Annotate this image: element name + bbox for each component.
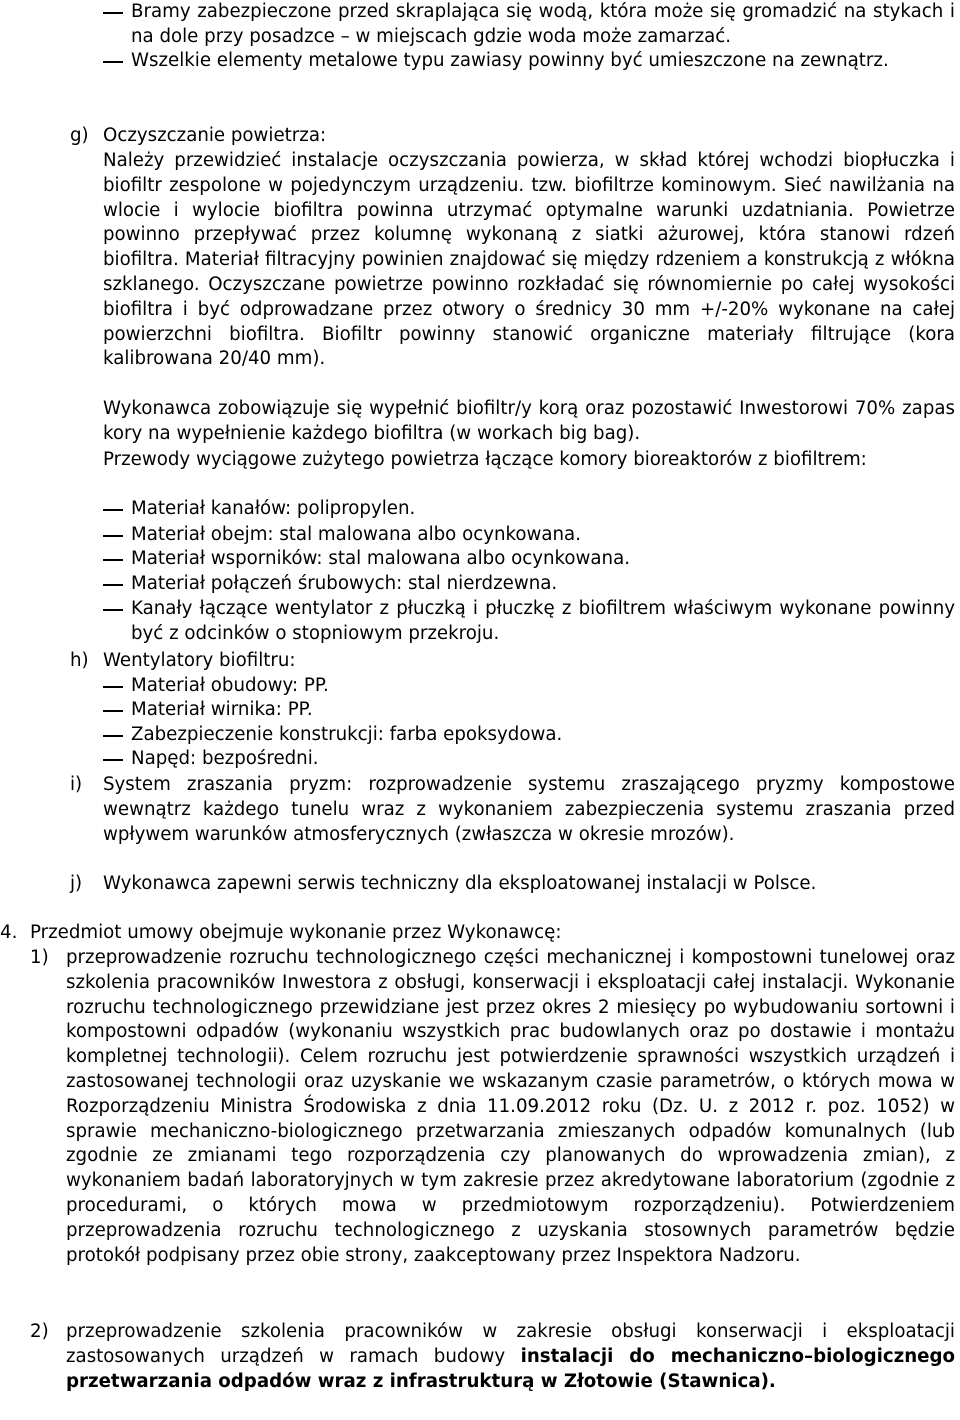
point-4-heading: Przedmiot umowy obejmuje wykonanie przez Wykonawcę:: [30, 922, 562, 943]
list-item: Materiał wirnika: PP.: [131, 699, 313, 720]
dash-bullet: [103, 759, 123, 761]
list-item: Napęd: bezpośredni.: [131, 748, 319, 769]
dash-bullet: [103, 12, 123, 14]
bullet-text: Bramy zabezpieczone przed skraplająca się wodą, która może się gromadzić na stykach i na dole przy posadzce – w miejscach gdzie woda może zamarzać.: [131, 1, 955, 47]
dash-bullet: [103, 61, 123, 63]
section-h-label: h): [70, 650, 89, 671]
list-item: Materiał obudowy: PP.: [131, 675, 329, 696]
section-j-text: Wykonawca zapewni serwis techniczny dla eksploatowanej instalacji w Polsce.: [103, 873, 817, 894]
item-1-text: przeprowadzenie rozruchu technologicznego części mechanicznej i kompostowni tunelowej oraz szkolenia pracowników Inwestora z obsługi, konserwacji i eksploatacji całej instalacji. Wykonanie rozruchu technologicznego przewidziane jest przez okres 2 miesięcy po wybudowaniu sortowni i kompostowni odpadów (wykonaniu wszystkich prac budowlanych oraz po dostawie i montażu kompletnej technologii). Celem rozruchu jest potwierdzenie sprawności wszystkich urządzeń i zastosowanej technologii oraz uzyskanie we wskazanym czasie parametrów, o których mowa w Rozporządzeniu Ministra Środowiska z dnia 11.09.2012 roku (Dz. U. z 2012 r. poz. 1052) w sprawie mechaniczno-biologicznego przetwarzania zmieszanych odpadów komunalnych (lub zgodnie ze zmianami tego rozporządzenia czy planowanych do wprowadzenia zmian), z wykonaniem badań laboratoryjnych w tym zakresie przez akredytowane laboratorium (zgodnie z procedurami, o których mowa w przedmiotowym rozporządzeniu). Potwierdzeniem przeprowadzenia rozruchu technologicznego z uzyskania stosownych parametrów będzie protokół podpisany przez obie strony, zaakceptowany przez Inspektora Nadzoru.: [66, 947, 955, 1266]
list-item: Materiał obejm: stal malowana albo ocynkowana.: [131, 524, 581, 545]
section-g-paragraph-2: Wykonawca zobowiązuje się wypełnić biofiltr/y korą oraz pozostawić Inwestorowi 70% zapas kory na wypełnienie każdego biofiltra (w workach big bag).: [103, 398, 955, 444]
list-item: Materiał kanałów: polipropylen.: [131, 498, 416, 519]
section-g-paragraph-3: Przewody wyciągowe zużytego powietrza łączące komory bioreaktorów z biofiltrem:: [103, 449, 867, 470]
section-h-heading: Wentylatory biofiltru:: [103, 650, 296, 671]
item-1-label: 1): [30, 947, 49, 968]
dash-bullet: [103, 686, 123, 688]
dash-bullet: [103, 535, 123, 537]
item-2-text-plain: przeprowadzenie szkolenia pracowników w zakresie obsługi konserwacji i eksploatacji zastosowanych urządzeń w ramach budowy: [66, 1321, 955, 1367]
dash-bullet: [103, 584, 123, 586]
dash-bullet: [103, 509, 123, 511]
item-2-text: [66, 1320, 955, 1394]
dash-bullet: [103, 609, 123, 611]
point-4-label: 4.: [0, 922, 18, 943]
section-g-label: g): [70, 125, 89, 146]
dash-bullet: [103, 559, 123, 561]
list-item: Kanały łączące wentylator z płuczką i płuczkę z biofiltrem właściwym wykonane powinny być z odcinków o stopniowym przekroju.: [131, 598, 955, 644]
bullet-text: Wszelkie elementy metalowe typu zawiasy powinny być umieszczone na zewnątrz.: [131, 50, 889, 71]
section-i-label: i): [70, 774, 83, 795]
list-item: Materiał połączeń śrubowych: stal nierdzewna.: [131, 573, 558, 594]
dash-bullet: [103, 710, 123, 712]
list-item: Zabezpieczenie konstrukcji: farba epoksydowa.: [131, 724, 563, 745]
item-2-text-bold: instalacji do mechaniczno–biologicznego przetwarzania odpadów wraz z infrastrukturą w Złotowie (Stawnica).: [66, 1345, 955, 1392]
item-2-label: 2): [30, 1321, 49, 1342]
section-i-text: System zraszania pryzm: rozprowadzenie systemu zraszającego pryzmy kompostowe wewnątrz każdego tunelu wraz z wykonaniem zabezpieczenia systemu zraszania przed wpływem warunków atmosferycznych (zwłaszcza w okresie mrozów).: [103, 774, 955, 845]
section-j-label: j): [70, 873, 83, 894]
dash-bullet: [103, 735, 123, 737]
section-g-heading: Oczyszczanie powietrza:: [103, 125, 327, 146]
section-g-paragraph-1: Należy przewidzieć instalacje oczyszczania powierza, w skład której wchodzi biopłuczka i biofiltr zespolone w pojedynczym urządzeniu. tzw. biofiltrze kominowym. Sieć nawilżania na wlocie i wylocie biofiltra powinna utrzymać optymalne warunki uzdatniania. Powietrze powinno przepływać przez kolumnę wykonaną z siatki ażurowej, która stanowi rdzeń biofiltra. Materiał filtracyjny powinien znajdować się między rdzeniem a konstrukcją z włókna szklanego. Oczyszczane powietrze powinno rozkładać się równomiernie po całej wysokości biofiltra i być odprowadzane przez otwory o średnicy 30 mm +/-20% wykonane na całej powierzchni biofiltra. Biofiltr powinny stanowić organiczne materiały filtrujące (kora kalibrowana 20/40 mm).: [103, 150, 955, 370]
list-item: Materiał wsporników: stal malowana albo ocynkowana.: [131, 548, 630, 569]
